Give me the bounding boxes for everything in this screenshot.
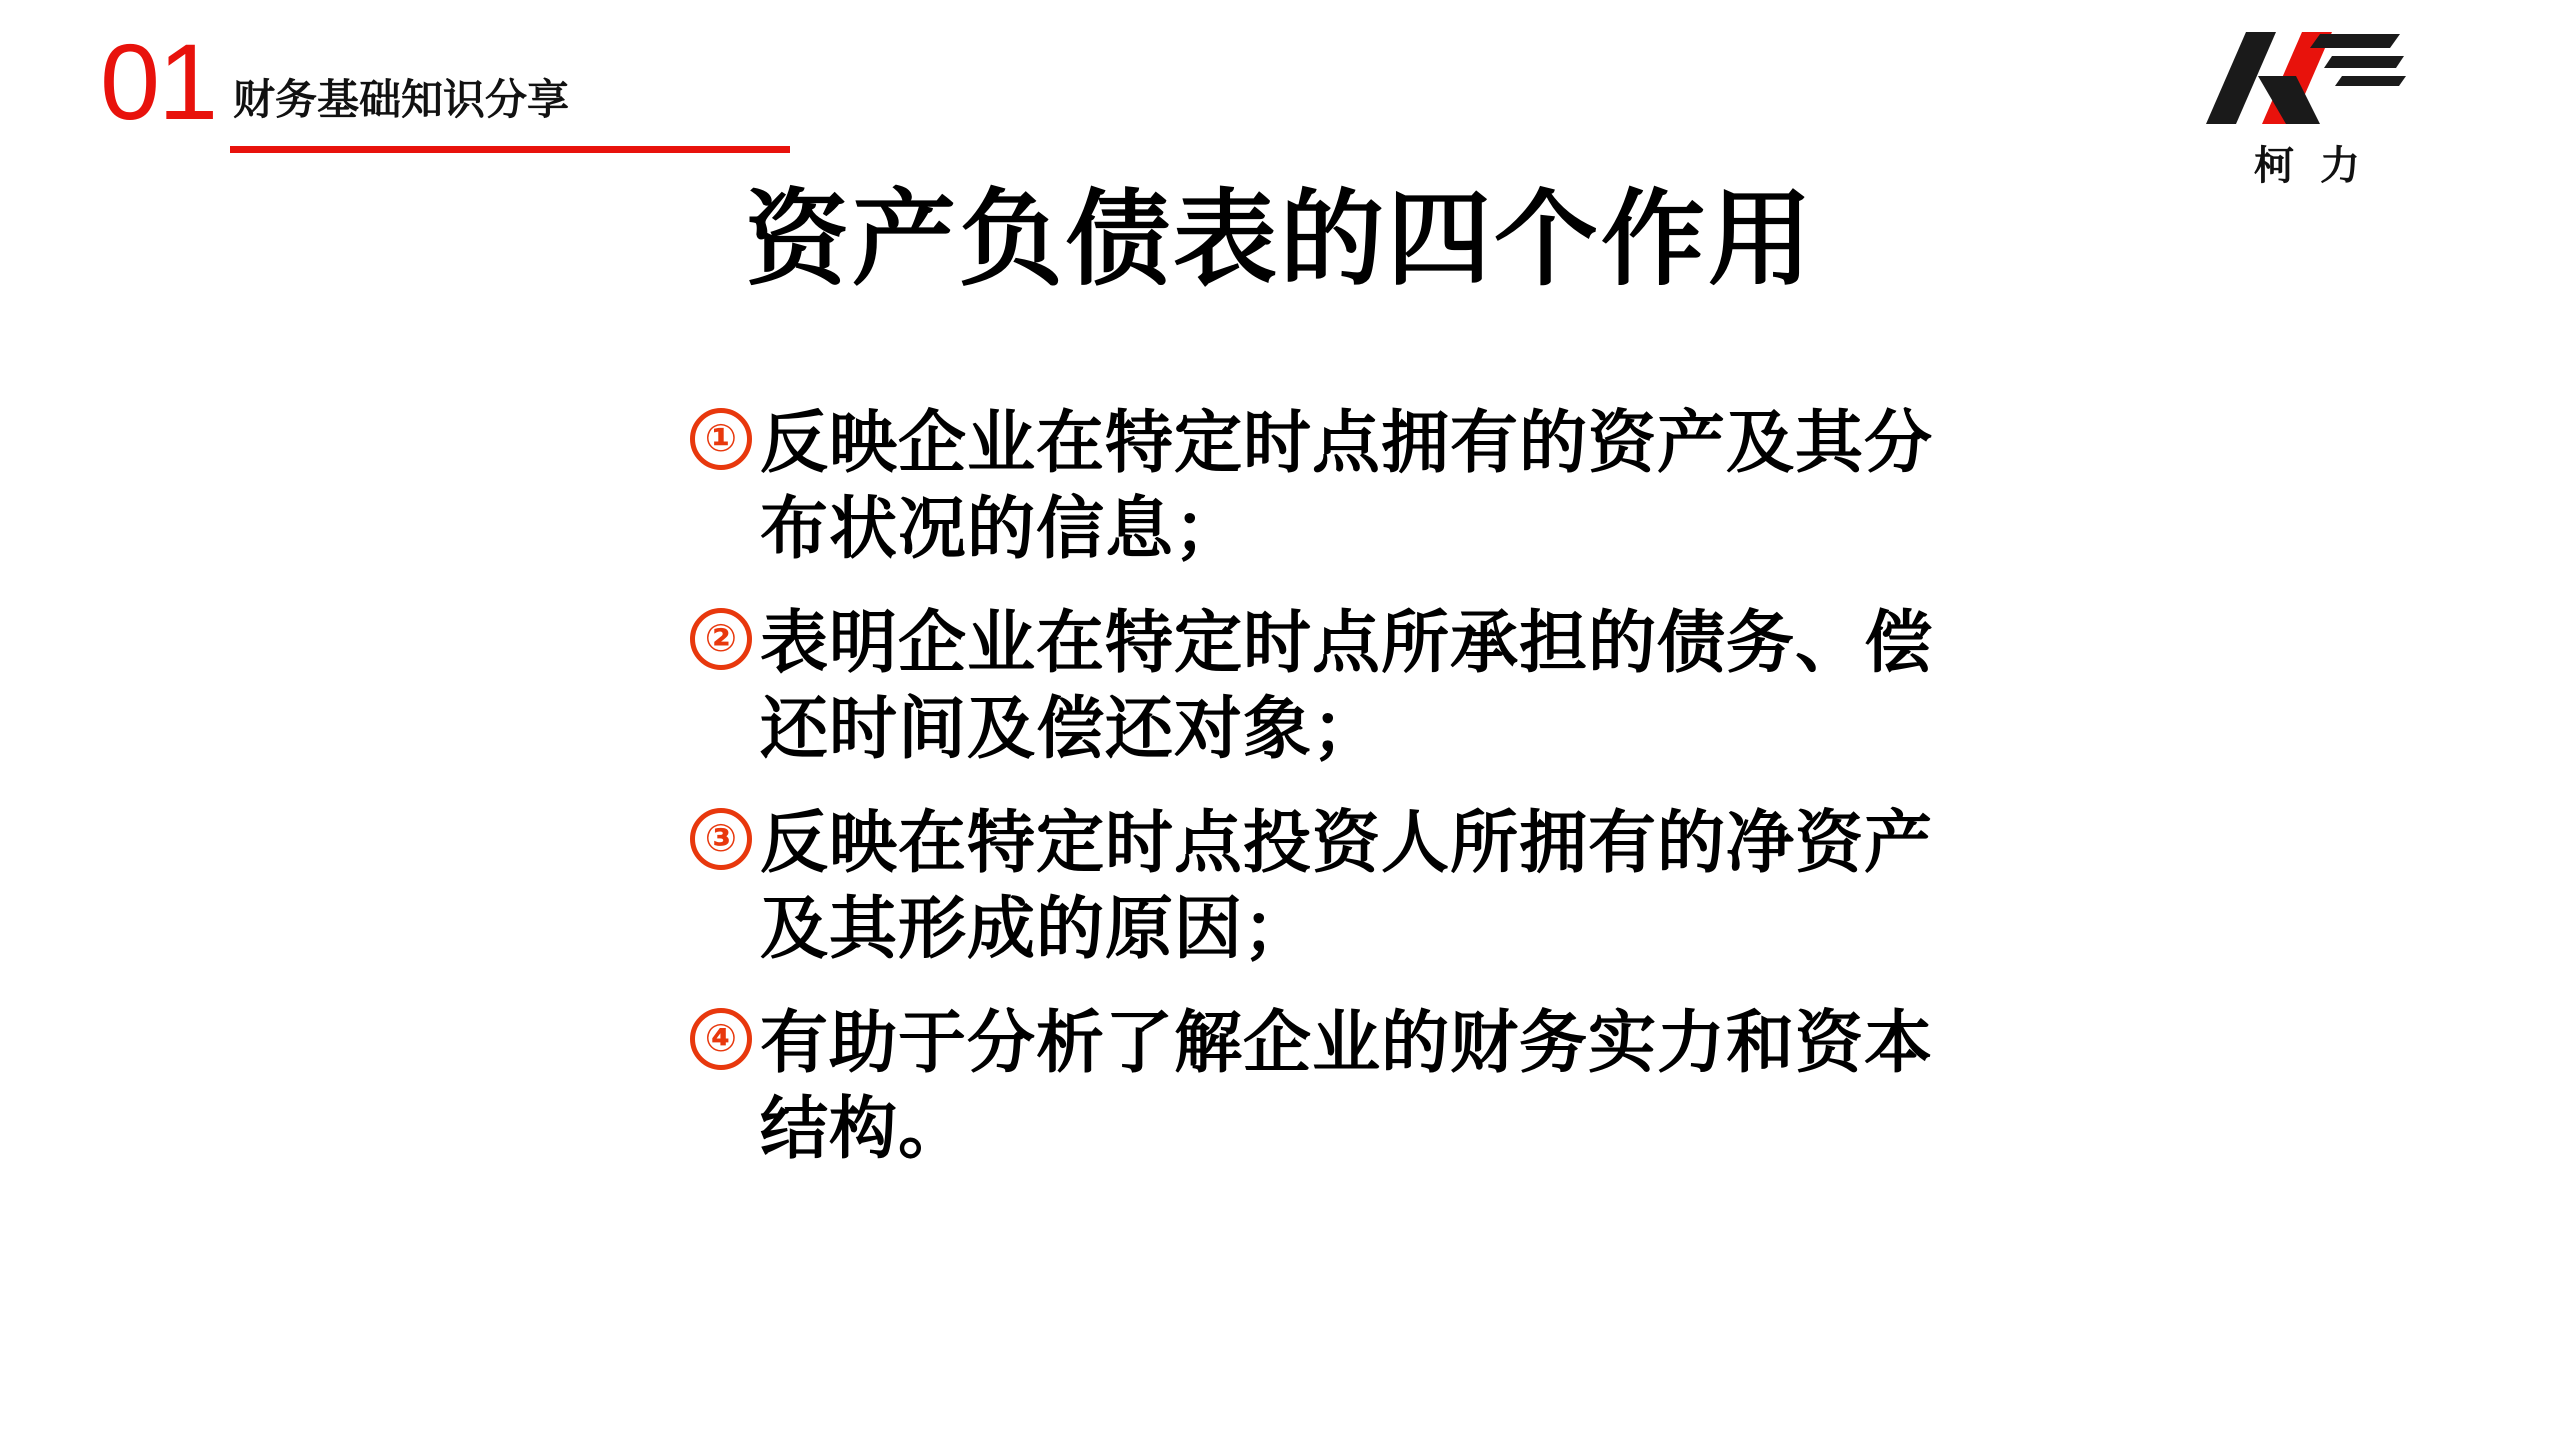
list-item: [690, 1000, 1990, 1172]
point-text-1: 反映企业在特定时点拥有的资产及其分布状况的信息；: [760, 405, 1934, 567]
point-text-4: 有助于分析了解企业的财务实力和资本结构。: [760, 1005, 1934, 1167]
section-underline: [230, 146, 790, 153]
list-item: [690, 800, 1990, 972]
section-badge: [100, 21, 700, 158]
point-marker-2: ②: [690, 608, 752, 670]
list-item: [690, 600, 1990, 772]
point-text-2: 表明企业在特定时点所承担的债务、偿还时间及偿还对象；: [760, 605, 1934, 767]
point-marker-1: ①: [690, 408, 752, 470]
list-item: [690, 400, 1990, 572]
page-title: 资产负债表的四个作用: [744, 182, 1815, 298]
kl-arrow-logo-icon: [2200, 30, 2410, 126]
points-list: [690, 400, 1990, 1172]
logo-wordmark: 柯力: [2254, 144, 2386, 188]
slide-header: [0, 0, 2560, 200]
point-marker-4: ④: [690, 1008, 752, 1070]
point-marker-3: ③: [690, 808, 752, 870]
section-number: 01: [100, 21, 217, 142]
brand-logo: [2182, 30, 2432, 188]
section-title: 财务基础知识分享: [233, 76, 570, 123]
point-text-3: 反映在特定时点投资人所拥有的净资产及其形成的原因；: [760, 805, 1934, 967]
slide-body: [0, 180, 2560, 1200]
